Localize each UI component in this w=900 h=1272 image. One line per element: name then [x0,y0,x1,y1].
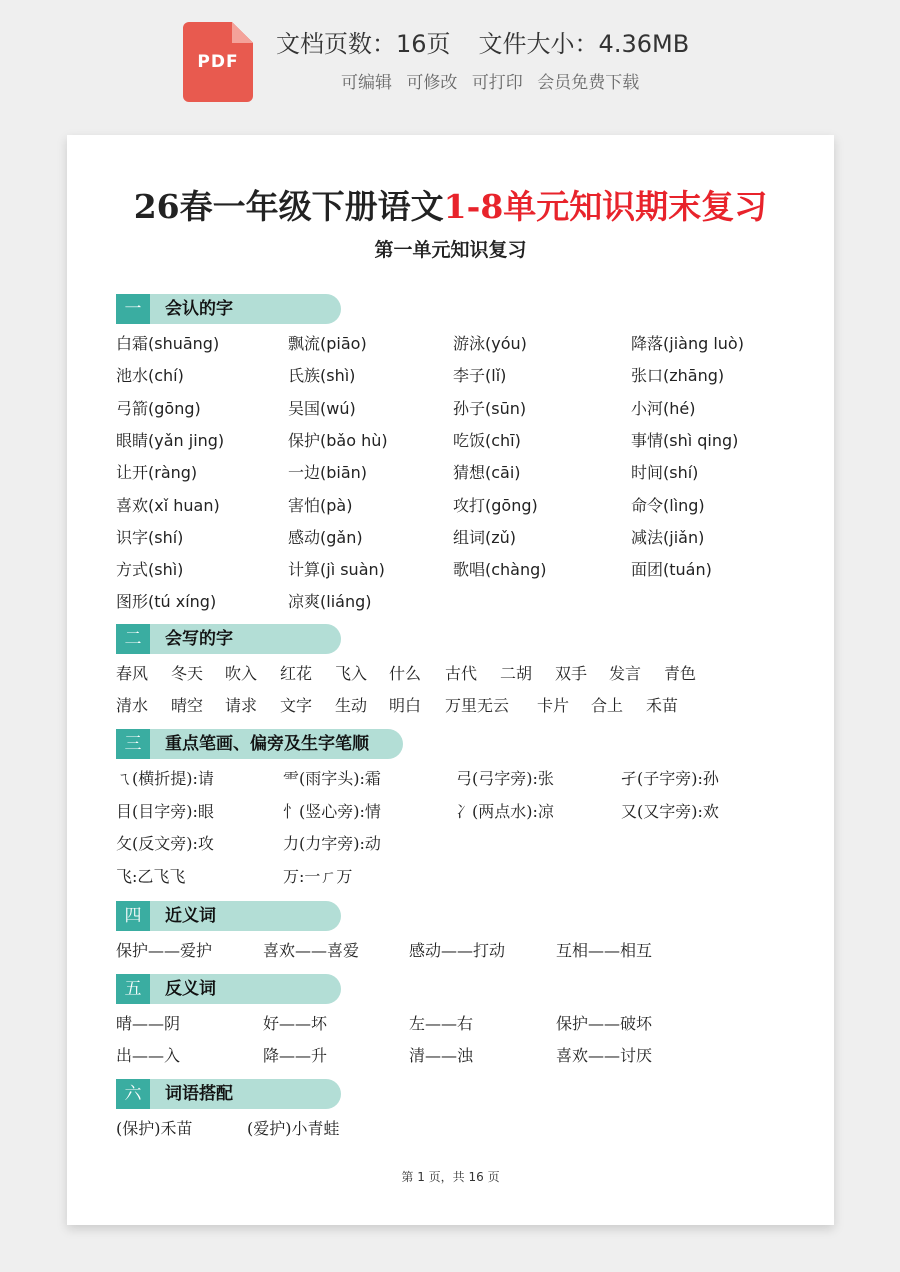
stroke-row-cell: 忄(竖心旁):情 [283,801,381,821]
read-char-row-cell: 吃饭(chī) [453,430,521,450]
read-char-row-cell: 氏族(shì) [288,366,356,386]
collocation-row-cell: (保护)禾苗 [116,1119,193,1138]
read-char-row-cell: 面团(tuán) [631,560,712,580]
file-size: 文件大小：4.36MB [478,30,690,58]
read-char-row-cell: 害怕(pà) [288,495,353,515]
read-char-row-cell: 方式(shì) [116,560,184,580]
stroke-row-cell: 万:一ㄏ万 [283,866,353,886]
stroke-row-cell: 孑(子字旁):孙 [621,769,719,788]
read-char-row-cell: 图形(tú xíng) [116,592,217,612]
file-stats [276,24,689,59]
write-char: 吹入 [225,664,258,683]
synonym-row-cell: 喜欢——喜爱 [263,941,360,960]
write-char: 卡片 [537,696,570,715]
antonym-row-cell: 出——入 [116,1046,181,1065]
antonym-row-cell: 左——右 [409,1014,474,1033]
read-char-row-cell: 眼睛(yǎn jing) [116,430,225,450]
section-number: 三 [116,729,150,759]
write-char: 古代 [445,664,478,683]
write-char: 春风 [116,664,149,683]
synonym-row-cell: 感动——打动 [409,941,506,960]
read-char-row-cell: 计算(jì suàn) [288,560,385,580]
read-char-row-cell: 识字(shí) [116,527,184,547]
antonym-row-cell: 喜欢——讨厌 [556,1046,653,1065]
synonym-row-cell: 互相——相互 [556,941,653,960]
read-char-row-cell: 攻打(gōng) [453,495,538,515]
stroke-row-cell: 攵(反文旁):攻 [116,834,214,853]
stroke-row-cell: 力(力字旁):动 [283,834,381,853]
section-header-5 [116,974,341,1004]
feature-editable: 可编辑 [341,73,392,93]
section-header-1 [116,294,341,324]
section-label: 近义词 [165,906,216,926]
read-char-row-cell: 减法(jiǎn) [631,527,705,547]
section-header-4 [116,901,341,931]
read-char-row-cell: 孙子(sūn) [453,398,527,418]
feature-printable: 可打印 [471,73,523,93]
read-char-row-cell: 降落(jiàng luò) [631,334,744,353]
antonym-row-cell: 清——浊 [409,1046,474,1065]
section-number: 五 [116,974,150,1004]
section-header-6 [116,1079,341,1109]
read-char-row-cell: 让开(ràng) [116,463,198,483]
read-char-row-cell: 张口(zhāng) [631,366,725,386]
feature-modifiable: 可修改 [406,73,458,93]
document-page [67,135,834,1225]
read-char-row-cell: 小河(hé) [631,398,696,418]
antonym-row-cell: 降——升 [263,1046,328,1065]
read-char-row-cell: 保护(bǎo hù) [288,430,388,450]
read-char-row-cell: 吴国(wú) [288,398,356,418]
read-char-row-cell: 歌唱(chàng) [453,560,547,580]
write-char: 什么 [389,664,422,683]
page-footer: 第 1 页，共 16 页 [401,1170,500,1184]
read-char-row-cell: 喜欢(xǐ huan) [116,495,220,515]
title-black-part: 26春一年级下册语文 [133,187,444,226]
read-char-row-cell: 命令(lìng) [631,495,705,515]
section-header-3 [116,729,403,759]
antonym-row-cell: 晴——阴 [116,1014,181,1033]
section-label: 会写的字 [165,629,233,649]
read-char-row-cell: 飘流(piāo) [288,334,367,353]
section-number: 四 [116,901,150,931]
read-char-row-cell: 白霜(shuāng) [116,334,220,353]
read-char-row-cell: 池水(chí) [116,366,184,386]
feature-list [341,68,648,93]
section-number: 二 [116,624,150,654]
stroke-row-cell: ㄟ(横折提):请 [116,769,214,788]
read-char-row-cell: 游泳(yóu) [453,334,527,353]
write-char: 禾苗 [646,696,679,715]
write-char: 晴空 [171,696,204,715]
read-char-row-cell: 猜想(cāi) [453,463,521,483]
read-char-row-cell: 感动(gǎn) [288,527,363,547]
read-char-row-cell: 李子(lǐ) [453,366,507,386]
stroke-row-cell: 冫(两点水):凉 [456,801,554,821]
stroke-row-cell: 飞:乙飞飞 [116,866,186,886]
section-label: 词语搭配 [165,1084,233,1104]
section-label: 反义词 [165,979,216,999]
write-char: 明白 [389,696,422,715]
write-char: 双手 [555,664,588,683]
read-char-row-cell: 事情(shì qing) [631,430,739,450]
page-count: 文档页数：16页 [276,30,451,58]
section-number: 六 [116,1079,150,1109]
collocation-row-cell: (爱护)小青蛙 [247,1119,340,1138]
write-char: 万里无云 [445,696,510,715]
stroke-row-cell: 又(又字旁):欢 [621,801,719,821]
section-label: 重点笔画、偏旁及生字笔顺 [165,734,369,754]
write-char: 红花 [280,664,313,683]
stroke-row-cell: 目(目字旁):眼 [116,801,214,821]
write-char: 请求 [225,696,258,715]
title-red-part: 1-8单元知识期末复习 [443,187,768,226]
write-char: 冬天 [171,664,204,683]
stroke-row-cell: 弓(弓字旁):张 [456,769,554,788]
section-label: 会认的字 [165,299,233,319]
synonym-row-cell: 保护——爱护 [116,941,213,960]
document-title [67,181,834,228]
write-char: 发言 [609,664,642,683]
pdf-label: PDF [197,52,239,72]
antonym-row-cell: 保护——破坏 [556,1014,653,1033]
read-char-row-cell: 时间(shí) [631,463,699,483]
section-header-2 [116,624,341,654]
write-char: 青色 [664,664,697,683]
write-char: 文字 [280,696,313,715]
read-char-row-cell: 凉爽(liáng) [288,592,372,612]
read-char-row-cell: 一边(biān) [288,463,368,483]
write-char: 清水 [116,696,149,715]
write-char: 二胡 [500,664,533,683]
stroke-row-cell: ⻗(雨字头):霜 [283,769,381,788]
antonym-row-cell: 好——坏 [263,1014,328,1033]
read-char-row-cell: 弓箭(gōng) [116,398,201,418]
feature-member-download: 会员免费下载 [537,73,640,93]
write-char: 合上 [591,696,624,715]
section-number: 一 [116,294,150,324]
document-subtitle: 第一单元知识复习 [374,239,527,261]
read-char-row-cell: 组词(zǔ) [453,527,517,547]
write-char: 生动 [335,696,368,715]
write-char: 飞入 [335,664,368,683]
download-info-header [0,0,900,120]
